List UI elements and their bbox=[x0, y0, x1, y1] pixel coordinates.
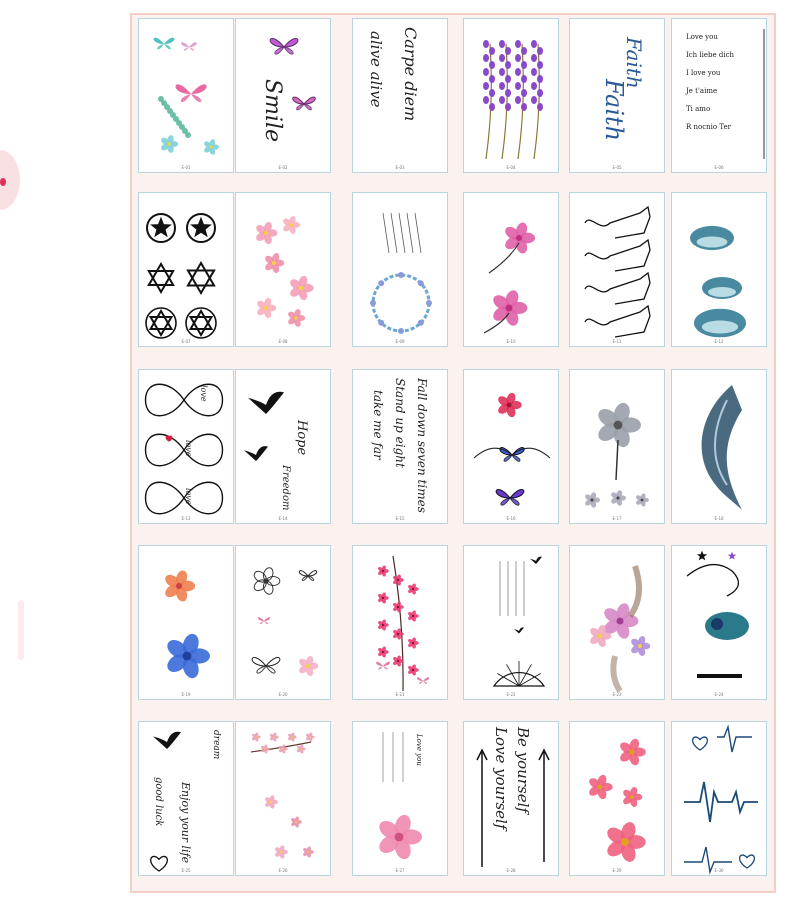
tattoo-artwork bbox=[236, 722, 331, 876]
card-code: E-14 bbox=[278, 516, 288, 521]
card-code: E-11 bbox=[612, 339, 622, 344]
card-code: E-06 bbox=[714, 165, 724, 170]
card-code: E-09 bbox=[395, 339, 405, 344]
tattoo-card-e-03 bbox=[352, 18, 448, 173]
tattoo-card-e-10 bbox=[463, 192, 559, 347]
card-code: E-12 bbox=[714, 339, 724, 344]
smile-text: Smile bbox=[260, 79, 285, 143]
good-luck-text: good luck bbox=[153, 777, 164, 827]
dream-text: dream bbox=[211, 730, 221, 760]
tattoo-artwork bbox=[570, 370, 665, 524]
quote-line-1: Fall down seven times bbox=[415, 378, 429, 513]
card-code: E-16 bbox=[506, 516, 516, 521]
tattoo-artwork bbox=[236, 546, 331, 700]
card-code: E-21 bbox=[395, 692, 405, 697]
card-code: E-26 bbox=[278, 868, 288, 873]
card-code: E-10 bbox=[506, 339, 516, 344]
tattoo-card-e-23 bbox=[569, 545, 665, 700]
tattoo-artwork bbox=[464, 193, 559, 347]
script-text-1: Carpe diem bbox=[401, 27, 420, 122]
tattoo-card-e-25 bbox=[138, 721, 234, 876]
tattoo-artwork bbox=[672, 546, 767, 700]
tattoo-card-e-19 bbox=[138, 545, 234, 700]
card-code: E-15 bbox=[395, 516, 405, 521]
tattoo-card-e-15 bbox=[352, 369, 448, 524]
love-lang-3: Je t'aime bbox=[686, 87, 718, 95]
card-code: E-25 bbox=[181, 868, 191, 873]
card-code: E-13 bbox=[181, 516, 191, 521]
tattoo-card-e-09 bbox=[352, 192, 448, 347]
be-yourself-text: Be yourself bbox=[514, 727, 532, 813]
tattoo-artwork bbox=[672, 722, 767, 876]
card-code: E-17 bbox=[612, 516, 622, 521]
quote-line-2: Stand up eight bbox=[393, 378, 407, 468]
tattoo-card-e-02 bbox=[235, 18, 331, 173]
card-code: E-23 bbox=[612, 692, 622, 697]
tattoo-artwork bbox=[353, 546, 448, 700]
tattoo-artwork bbox=[672, 19, 767, 173]
tattoo-card-e-30 bbox=[671, 721, 767, 876]
tattoo-card-e-27 bbox=[352, 721, 448, 876]
card-code: E-05 bbox=[612, 165, 622, 170]
tattoo-card-e-18 bbox=[671, 369, 767, 524]
tattoo-card-e-26 bbox=[235, 721, 331, 876]
tattoo-artwork bbox=[570, 722, 665, 876]
tattoo-artwork bbox=[672, 370, 767, 524]
tattoo-artwork bbox=[570, 546, 665, 700]
tattoo-artwork bbox=[353, 722, 448, 876]
left-dot bbox=[0, 178, 6, 186]
tattoo-artwork bbox=[464, 19, 559, 173]
faith-text-2: Faith bbox=[600, 79, 628, 142]
left-blush-2 bbox=[18, 600, 24, 660]
card-code: E-07 bbox=[181, 339, 191, 344]
card-code: E-24 bbox=[714, 692, 724, 697]
tattoo-artwork bbox=[139, 19, 234, 173]
card-code: E-03 bbox=[395, 165, 405, 170]
love-lang-4: Ti amo bbox=[686, 105, 711, 113]
tattoo-artwork bbox=[570, 193, 665, 347]
script-text-2: alive alive bbox=[367, 31, 385, 108]
faith-text-1: Faith bbox=[622, 37, 646, 89]
love-yourself-text: Love yourself bbox=[492, 727, 510, 830]
tattoo-artwork bbox=[464, 370, 559, 524]
tattoo-card-e-06 bbox=[671, 18, 767, 173]
tattoo-artwork bbox=[353, 193, 448, 347]
hope-text: Hope bbox=[294, 420, 309, 456]
tattoo-artwork bbox=[464, 722, 559, 876]
tattoo-card-e-13 bbox=[138, 369, 234, 524]
infinity-love-2: love bbox=[184, 440, 193, 457]
tattoo-card-e-01 bbox=[138, 18, 234, 173]
tattoo-artwork bbox=[464, 546, 559, 700]
quote-line-3: take me far bbox=[371, 390, 385, 460]
tattoo-sheet bbox=[130, 13, 776, 893]
card-code: E-19 bbox=[181, 692, 191, 697]
tattoo-artwork bbox=[139, 193, 234, 347]
tattoo-artwork bbox=[236, 193, 331, 347]
infinity-love-3: love bbox=[184, 488, 193, 505]
infinity-love-1: love bbox=[199, 385, 208, 402]
tattoo-artwork bbox=[672, 193, 767, 347]
card-code: E-27 bbox=[395, 868, 405, 873]
tattoo-card-e-29 bbox=[569, 721, 665, 876]
tattoo-card-e-24 bbox=[671, 545, 767, 700]
enjoy-life-text: Enjoy your life bbox=[179, 782, 192, 864]
card-code: E-02 bbox=[278, 165, 288, 170]
tattoo-card-e-14 bbox=[235, 369, 331, 524]
card-code: E-30 bbox=[714, 868, 724, 873]
tattoo-card-e-22 bbox=[463, 545, 559, 700]
tattoo-card-e-08 bbox=[235, 192, 331, 347]
love-lang-5: R nocnio Ter bbox=[686, 123, 731, 131]
tattoo-card-e-07 bbox=[138, 192, 234, 347]
card-code: E-28 bbox=[506, 868, 516, 873]
card-code: E-08 bbox=[278, 339, 288, 344]
card-code: E-20 bbox=[278, 692, 288, 697]
tattoo-card-e-12 bbox=[671, 192, 767, 347]
card-code: E-22 bbox=[506, 692, 516, 697]
love-you-text: Love you bbox=[415, 734, 423, 766]
card-code: E-04 bbox=[506, 165, 516, 170]
card-code: E-01 bbox=[181, 165, 191, 170]
tattoo-card-e-16 bbox=[463, 369, 559, 524]
tattoo-card-e-21 bbox=[352, 545, 448, 700]
tattoo-card-e-04 bbox=[463, 18, 559, 173]
love-lang-0: Love you bbox=[686, 33, 718, 41]
card-code: E-18 bbox=[714, 516, 724, 521]
love-lang-2: I love you bbox=[686, 69, 721, 77]
freedom-text: Freedom bbox=[280, 465, 291, 511]
card-code: E-29 bbox=[612, 868, 622, 873]
tattoo-card-e-05 bbox=[569, 18, 665, 173]
tattoo-card-e-20 bbox=[235, 545, 331, 700]
tattoo-card-e-28 bbox=[463, 721, 559, 876]
tattoo-card-e-17 bbox=[569, 369, 665, 524]
love-lang-1: Ich liebe dich bbox=[686, 51, 735, 59]
tattoo-artwork bbox=[139, 546, 234, 700]
tattoo-card-e-11 bbox=[569, 192, 665, 347]
